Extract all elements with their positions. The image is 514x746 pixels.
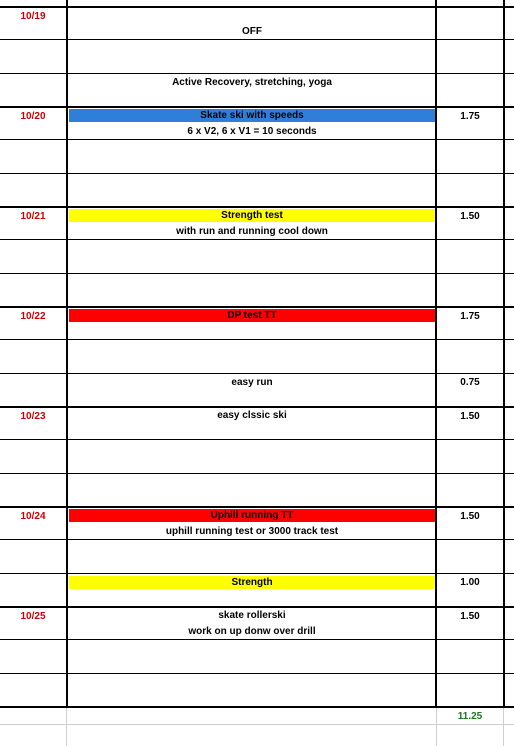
column-divider bbox=[66, 0, 68, 708]
workout-detail-cell: 6 x V2, 6 x V1 = 10 seconds bbox=[187, 126, 317, 137]
column-divider bbox=[66, 708, 67, 746]
workout-cell: Skate ski with speeds bbox=[200, 110, 304, 121]
weekly-total-cell: 11.25 bbox=[457, 711, 483, 722]
workout-detail-cell: uphill running test or 3000 track test bbox=[165, 526, 339, 537]
date-cell: 10/20 bbox=[20, 111, 46, 122]
column-divider bbox=[435, 0, 437, 708]
hours-cell: 1.50 bbox=[460, 411, 480, 422]
hours-cell: 1.00 bbox=[460, 577, 480, 588]
workout-detail-cell: work on up donw over drill bbox=[188, 626, 316, 637]
date-cell: 10/24 bbox=[20, 511, 46, 522]
date-cell: 10/21 bbox=[20, 211, 46, 222]
workout-cell: easy run bbox=[231, 377, 273, 388]
column-divider bbox=[503, 0, 505, 708]
workout-cell: skate rollerski bbox=[218, 610, 286, 621]
hours-cell: 0.75 bbox=[460, 377, 480, 388]
workout-cell: Uphill running TT bbox=[210, 510, 294, 521]
workout-detail-cell: with run and running cool down bbox=[176, 226, 328, 237]
workout-cell: Strength bbox=[231, 577, 273, 588]
date-cell: 10/25 bbox=[20, 611, 46, 622]
date-cell: 10/23 bbox=[20, 411, 46, 422]
hours-cell: 1.75 bbox=[460, 111, 480, 122]
workout-cell: Active Recovery, stretching, yoga bbox=[172, 77, 332, 88]
workout-cell: easy clssic ski bbox=[217, 410, 287, 421]
hours-cell: 1.50 bbox=[460, 511, 480, 522]
date-cell: 10/22 bbox=[20, 311, 46, 322]
hours-cell: 1.50 bbox=[460, 211, 480, 222]
workout-cell: OFF bbox=[242, 26, 262, 37]
date-cell: 10/19 bbox=[20, 11, 46, 22]
hours-cell: 1.50 bbox=[460, 611, 480, 622]
workout-cell: Strength test bbox=[221, 210, 283, 221]
hours-cell: 1.75 bbox=[460, 311, 480, 322]
workout-cell: DP test TT bbox=[227, 310, 277, 321]
column-divider bbox=[503, 708, 504, 746]
